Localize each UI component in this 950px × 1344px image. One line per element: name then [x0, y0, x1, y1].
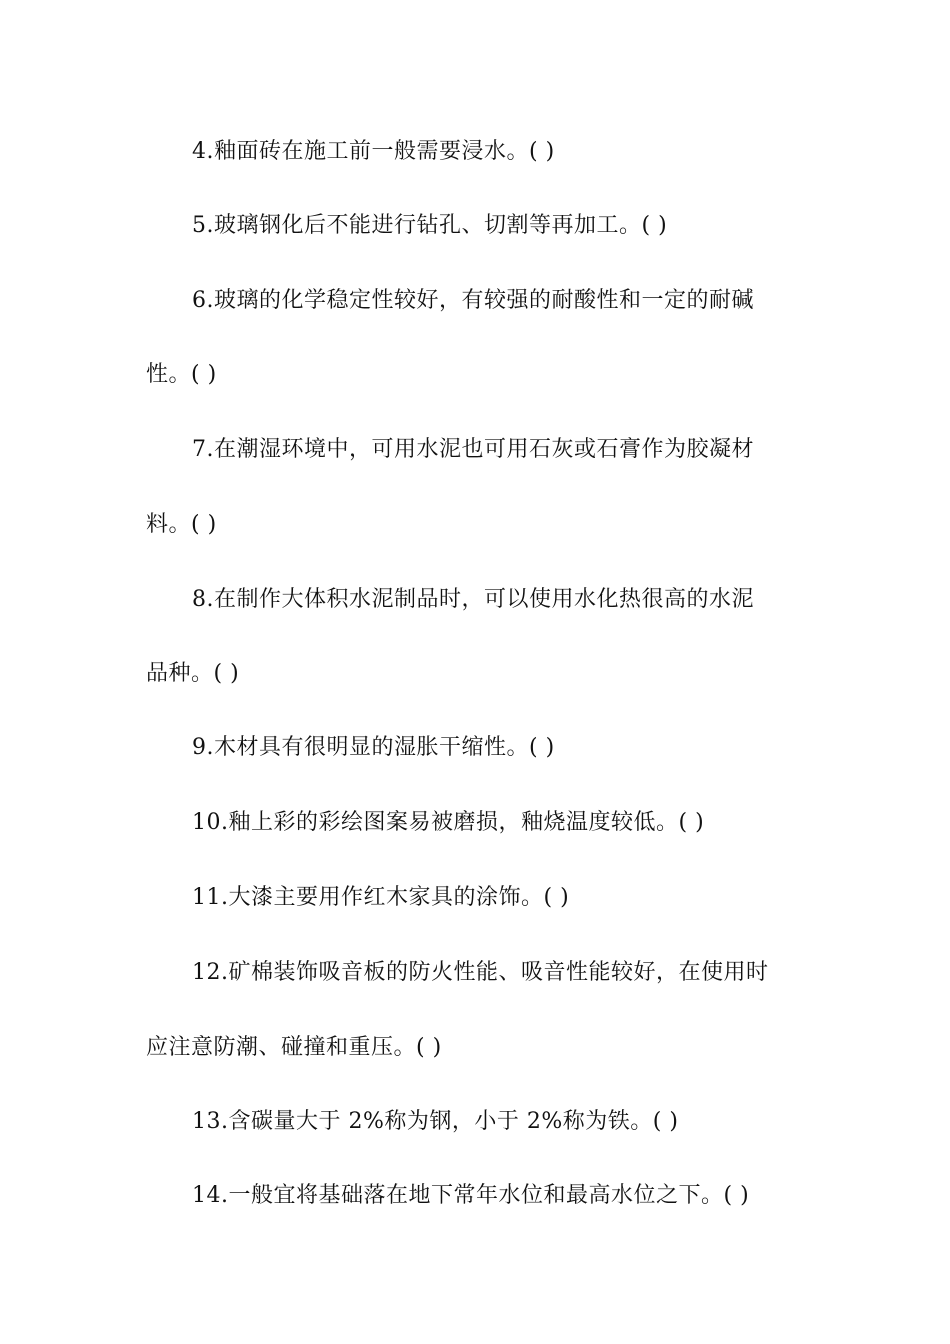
question-10: 10.釉上彩的彩绘图案易被磨损，釉烧温度较低。( ) — [192, 810, 705, 835]
question-5: 5.玻璃钢化后不能进行钻孔、切割等再加工。( ) — [192, 213, 668, 238]
question-8-line-1: 8.在制作大体积水泥制品时，可以使用水化热很高的水泥 — [192, 587, 754, 612]
question-13: 13.含碳量大于 2%称为钢，小于 2%称为铁。( ) — [192, 1109, 679, 1134]
question-9: 9.木材具有很明显的湿胀干缩性。( ) — [192, 735, 555, 760]
question-12-line-1: 12.矿棉装饰吸音板的防火性能、吸音性能较好，在使用时 — [192, 960, 769, 985]
question-7-line-1: 7.在潮湿环境中，可用水泥也可用石灰或石膏作为胶凝材 — [192, 437, 754, 462]
question-7-line-2: 料。( ) — [146, 512, 217, 537]
question-14: 14.一般宜将基础落在地下常年水位和最高水位之下。( ) — [192, 1183, 750, 1208]
question-8-line-2: 品种。( ) — [146, 661, 240, 686]
question-12-line-2: 应注意防潮、碰撞和重压。( ) — [146, 1035, 442, 1060]
question-4: 4.釉面砖在施工前一般需要浸水。( ) — [192, 139, 555, 164]
question-11: 11.大漆主要用作红木家具的涂饰。( ) — [192, 885, 570, 910]
question-6-line-2: 性。( ) — [146, 362, 217, 387]
question-6-line-1: 6.玻璃的化学稳定性较好，有较强的耐酸性和一定的耐碱 — [192, 288, 754, 313]
